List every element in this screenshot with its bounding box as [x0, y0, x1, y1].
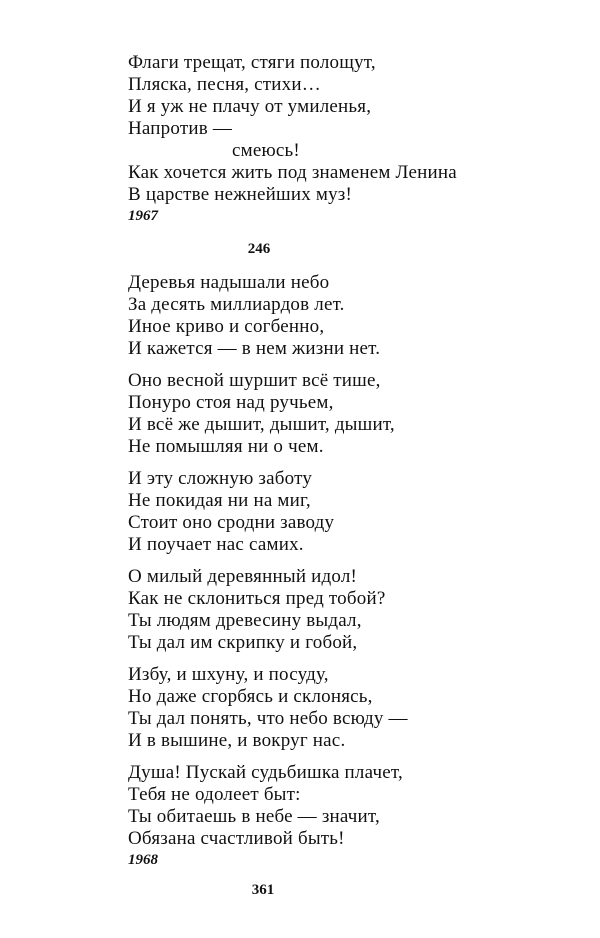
- poem-line: Как не склониться пред тобой?: [128, 588, 386, 609]
- poem-line: Оно весной шуршит всё тише,: [128, 370, 381, 391]
- poem-line: И поучает нас самих.: [128, 534, 304, 555]
- poem-year: 1967: [128, 208, 158, 224]
- poem-line: Душа! Пускай судьбишка плачет,: [128, 762, 403, 783]
- poem-line: Понуро стоя над ручьем,: [128, 392, 334, 413]
- poem-line: Избу, и шхуну, и посуду,: [128, 664, 329, 685]
- poem-line: О милый деревянный идол!: [128, 566, 358, 587]
- poem-line: смеюсь!: [232, 140, 300, 161]
- poem-line: И в вышине, и вокруг нас.: [128, 730, 346, 751]
- poem-line: Обязана счастливой быть!: [128, 828, 345, 849]
- poem-line: Флаги трещат, стяги полощут,: [128, 52, 376, 73]
- poem-line: Тебя не одолеет быт:: [128, 784, 301, 805]
- poem-line: И эту сложную заботу: [128, 468, 313, 489]
- poem-line: В царстве нежнейших муз!: [128, 184, 353, 205]
- poem-line: Иное криво и согбенно,: [128, 316, 325, 337]
- poem-line: Стоит оно сродни заводу: [128, 512, 335, 533]
- poem-line: Ты обитаешь в небе — значит,: [128, 806, 380, 827]
- poem-line: Как хочется жить под знаменем Ленина: [128, 162, 457, 183]
- poem-line: Пляска, песня, стихи…: [128, 74, 321, 95]
- poem-line: Но даже сгорбясь и склонясь,: [128, 686, 373, 707]
- poem-line: И всё же дышит, дышит, дышит,: [128, 414, 395, 435]
- poem-line: И я уж не плачу от умиленья,: [128, 96, 372, 117]
- poem-line: Ты людям древесину выдал,: [128, 610, 362, 631]
- poem-year: 1968: [128, 852, 158, 868]
- poem-line: Не покидая ни на миг,: [128, 490, 311, 511]
- poem-line: За десять миллиардов лет.: [128, 294, 345, 315]
- page-number: 361: [251, 882, 275, 898]
- poem-line: Ты дал понять, что небо всюду —: [128, 708, 408, 729]
- poem-line: Не помышляя ни о чем.: [128, 436, 324, 457]
- poem-line: Напротив —: [128, 118, 233, 139]
- poem-line: И кажется — в нем жизни нет.: [128, 338, 381, 359]
- poem-line: Деревья надышали небо: [128, 272, 330, 293]
- poem-number: 246: [247, 241, 271, 257]
- poem-line: Ты дал им скрипку и гобой,: [128, 632, 358, 653]
